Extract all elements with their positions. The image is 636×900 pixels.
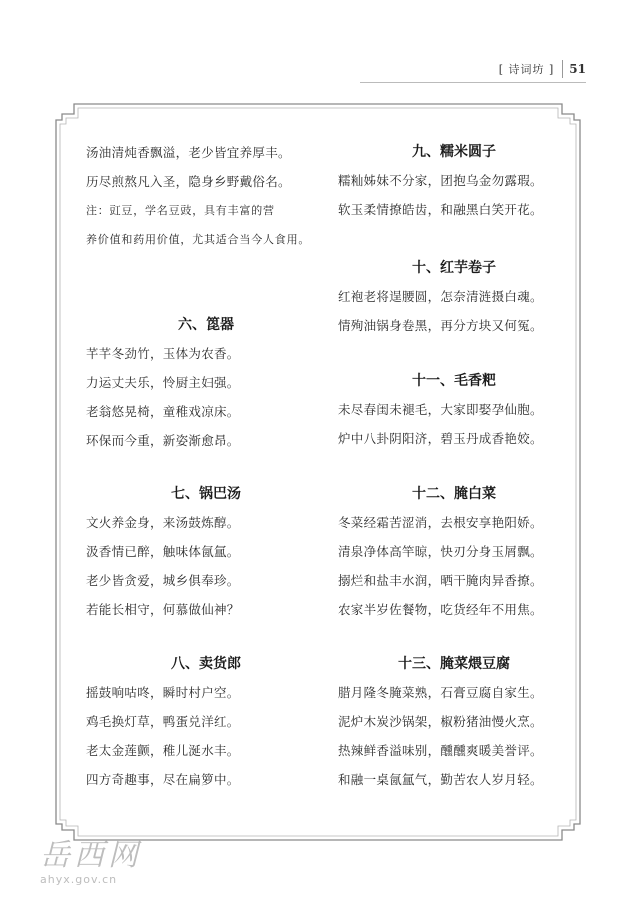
poem-line: 老太金莲颤，稚儿涎水丰。: [86, 743, 240, 758]
site-watermark: [40, 839, 142, 886]
poem-line: 若能长相守，何慕做仙神？: [86, 602, 240, 617]
poem-note: 注：豇豆，学名豆豉，具有丰富的营: [86, 204, 275, 217]
poem-13: [338, 650, 570, 794]
poem-line: 情殉油锅身卷黑，再分方块又何冤。: [338, 318, 543, 333]
poem-8: [86, 650, 326, 794]
poem-9: [338, 138, 570, 224]
poem-line: 老少皆贪爱，城乡俱奉珍。: [86, 573, 240, 588]
header-separator: [562, 60, 563, 78]
poem-11: [338, 367, 570, 453]
poem-line: 力运丈夫乐，怜厨主妇强。: [86, 375, 240, 390]
header-rule: [360, 82, 586, 83]
poem-line: 芊芊冬劲竹，玉体为农香。: [86, 346, 240, 361]
poem-line: 红袍老将逞腰圆，怎奈清涟摄白魂。: [338, 289, 543, 304]
poem-line: 老翁悠晃椅，童稚戏凉床。: [86, 404, 240, 419]
poem-10: [338, 254, 570, 340]
poem-line: 鸡毛换灯草，鸭蛋兑洋红。: [86, 714, 240, 729]
poem-line: 四方奇趣事，尽在扁箩中。: [86, 772, 240, 787]
poem-title: 八、卖货郎: [171, 656, 241, 672]
poem-line: 糯籼姊妹不分家，团抱乌金勿露瑕。: [338, 173, 543, 188]
poem-6: [86, 311, 326, 455]
watermark-logo: 岳西网: [40, 838, 142, 873]
poem-line: 搦烂和盐丰水润，晒干腌肉异香撩。: [338, 573, 543, 588]
poem-title: 六、箆器: [178, 317, 234, 333]
poem-line: 冬菜经霜苦涩消，去根安享艳阳娇。: [338, 515, 543, 530]
poem-line: 环保而今重，新姿渐愈昂。: [86, 433, 240, 448]
poem-continuation: [86, 138, 326, 254]
poem-line: 摇鼓响咕咚，瞬时村户空。: [86, 685, 240, 700]
poem-line: 汲香情已醉，触味体氤氲。: [86, 544, 240, 559]
poem-line: 历尽煎熬凡入圣，隐身乡野戴俗名。: [86, 174, 291, 189]
poem-line: 文火养金身，来汤鼓炼醇。: [86, 515, 240, 530]
poem-title: 十一、毛香粑: [412, 373, 496, 389]
poem-note: 养价值和药用价值，尤其适合当今人食用。: [86, 233, 311, 246]
poem-title: 十三、腌菜煨豆腐: [398, 656, 510, 672]
poem-line: 热辣鲜香溢味别，醺醺爽暖美誉评。: [338, 743, 543, 758]
poem-title: 十二、腌白菜: [412, 486, 496, 502]
page-number: 51: [569, 62, 586, 76]
poem-line: 和融一桌氤氲气，勤苦农人岁月轻。: [338, 772, 543, 787]
watermark-url: ahyx.gov.cn: [40, 873, 118, 886]
poem-title: 九、糯米圆子: [412, 144, 496, 160]
poem-line: 软玉柔情撩皓齿，和融黑白笑开花。: [338, 202, 543, 217]
section-label: [ 诗词坊 ]: [498, 63, 555, 76]
poem-line: 炉中八卦阴阳济，碧玉丹成香艳姣。: [338, 431, 543, 446]
poem-7: [86, 480, 326, 624]
poem-title: 十、红芋卷子: [412, 260, 496, 276]
poem-line: 未尽春闺未褪毛，大家即娶孕仙胞。: [338, 402, 543, 417]
poem-12: [338, 480, 570, 624]
poem-line: 农家半岁佐餐物，吃货经年不用焦。: [338, 602, 543, 617]
poem-line: 泥炉木炭沙锅架，椒粉猪油慢火烹。: [338, 714, 543, 729]
poem-line: 清泉净体高竿晾，快刃分身玉屑飘。: [338, 544, 543, 559]
poem-title: 七、锅巴汤: [171, 486, 241, 502]
poem-line: 汤油清炖香飘溢，老少皆宜养厚丰。: [86, 145, 291, 160]
running-header: [499, 60, 586, 78]
poem-line: 腊月隆冬腌菜熟，石膏豆腐自家生。: [338, 685, 543, 700]
